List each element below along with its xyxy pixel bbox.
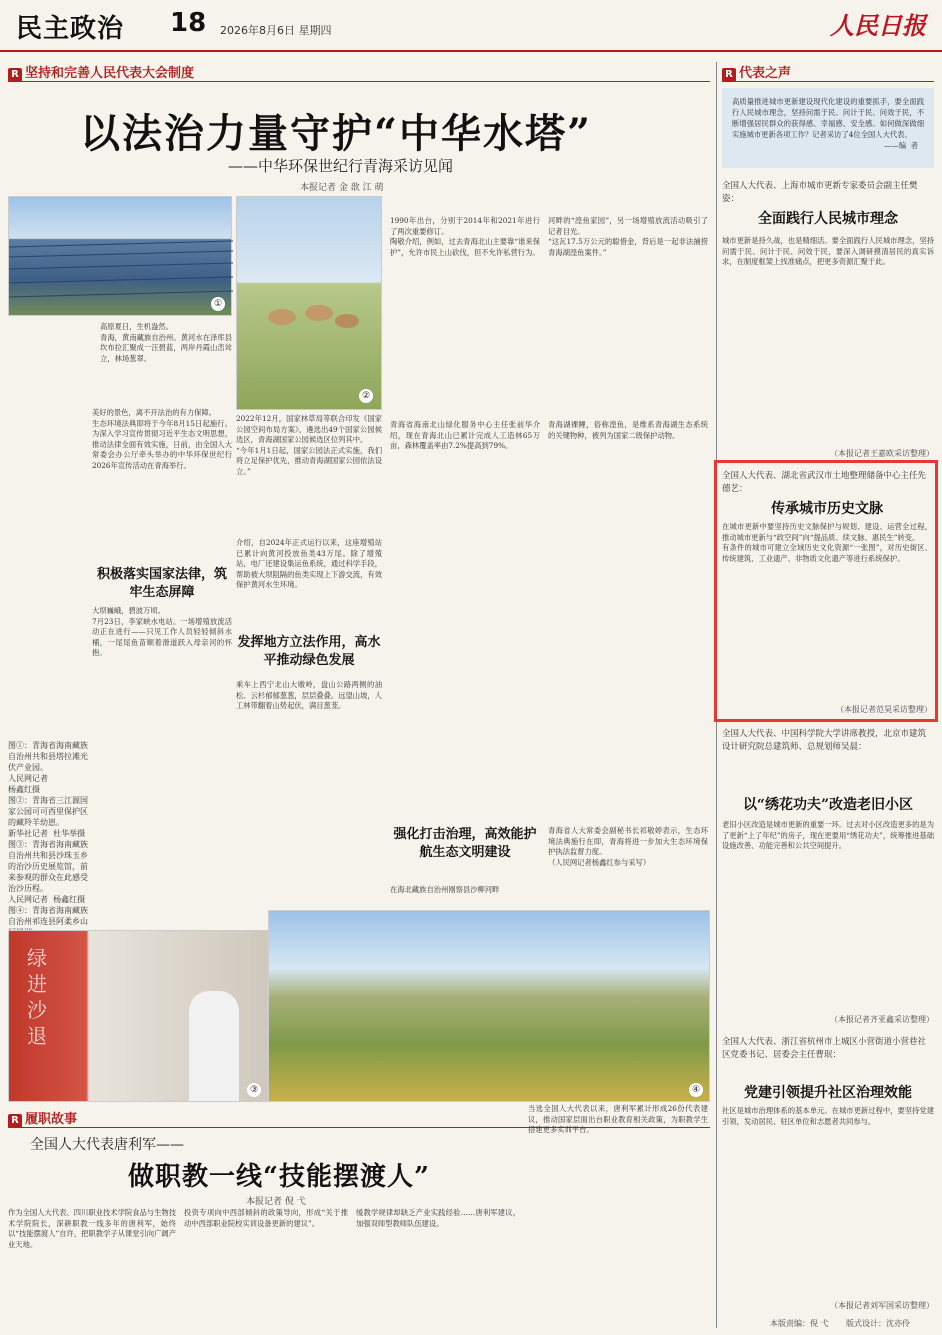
article-col3-section: 在海北藏族自治州刚察县沙柳河畔 <box>390 885 500 894</box>
visitor-figure <box>189 991 239 1101</box>
section-tag-sidebar <box>722 62 934 82</box>
bottom-byline: 本报记者 倪 弋 <box>246 1197 306 1207</box>
newspaper-logo: 人民日报 <box>830 11 926 40</box>
photo-captions: 图①：青海省海南藏族自治州共和县塔拉滩光伏产业园。 人民网记者 杨鑫红摄 图②：青海省三江源国家公园可可西里保护区的藏羚羊幼崽。 新华社记者 杜华举摄 图③：青海省海南藏族自治州共和县沙珠玉乡的治沙历史展览馆，前来参观的群众在此感受治沙历程。 人民网记者 杨鑫红摄 图④：青海省海南藏族自治州祁连县阿柔乡山 <box>8 741 88 926</box>
design-credit: 版式设计：沈亦伶 <box>846 1319 910 1328</box>
bottom-headline: 做职教一线“技能摆渡人” <box>128 1162 430 1192</box>
photo-number-1: ① <box>211 297 225 311</box>
article-col4-body: 青海湖裸鲤，俗称湟鱼，是维系青海湖生态系统的关键物种，被列为国家二级保护动物。 <box>548 420 708 440</box>
sidebar-title-4: 党建引领提升社区治理效能 <box>744 1085 912 1101</box>
tag-mark-icon: R <box>8 68 22 82</box>
bottom-kicker: 全国人大代表唐利军—— <box>30 1137 184 1153</box>
bottom-col4: 当选全国人大代表以来，唐利军累计形成26份代表建议，推动国家层面出台职业教育相关政策，为职教学生搭建更多实训平台。 <box>528 1104 708 1135</box>
sidebar-title-3: 以“绣花功夫”改造老旧小区 <box>742 797 914 813</box>
section-name: 民主政治 <box>16 14 125 44</box>
main-subtitle: ——中华环保世纪行青海采访见闻 <box>228 157 454 175</box>
main-byline: 本报记者 金 歆 江 萌 <box>300 183 384 193</box>
bottom-col2: 投资专项向中西部倾斜的政策导向，形成“关于推动中西部职业院校实训设备更新的建议”。 <box>184 1208 348 1228</box>
editor-intro-text: 高质量推进城市更新建设现代化建设的重要抓手，要全面践行人民城市理念，坚持问需于民、问计于民、问效于民，不断增强居民群众的获得感、幸福感、安全感。如何做深做细实施城市更新各项工作？记者采访了4位全国人大代表。 <box>732 97 924 139</box>
photo-antelopes <box>236 196 382 410</box>
masthead <box>0 0 942 52</box>
sidebar-body-1: 城市更新是持久战，也是精细活。要全面践行人民城市理念，坚持问需于民、问计于民、问效于民，要深入调研摸清居民的真实诉求，在制度框架上找准痛点，把更多资源汇聚于此。 <box>722 236 934 267</box>
bottom-col3: 缓教学规律却缺乏产业实践经验……唐利军建议，加强双师型教师队伍建设。 <box>356 1208 520 1228</box>
sidebar-note-3: （本报记者齐亚鑫采访整理） <box>830 1015 934 1024</box>
section-tag-main <box>8 62 710 82</box>
delegate-intro-2: 全国人大代表、湖北省武汉市土地整理储备中心主任先德艺： <box>722 471 927 494</box>
article-col2-top: 2022年12月，国家林草局等联合印发《国家公园空间布局方案》，遴选出49个国家公园候选区，青海湖国家公园候选区位列其中。 “今年1月1日起，国家公园法正式实施，我们将立足保护优先，推动青海湖国家公园依法设立。” <box>236 414 382 476</box>
bottom-col1: 作为全国人大代表、四川职业技术学院食品与生物技术学院院长，深耕职教一线多年的唐利军，始终以“技能摆渡人”自许，把职教学子从课堂引向广阔产业天地。 <box>8 1208 176 1249</box>
article-col2-mid: 介绍，自2024年正式运行以来，这座增殖站已累计向黄河投放鱼类43万尾。除了增殖站，电厂还建设集运鱼系统，通过科学手段，帮助被大坝阻隔的鱼类实现上下游交流，有效保护黄河水生环境。 <box>236 538 382 590</box>
tag-label: 代表之声 <box>739 66 792 81</box>
issue-date: 2026年8月6日 星期四 <box>220 24 332 37</box>
photo-number-3: ③ <box>247 1083 261 1097</box>
tag-label: 坚持和完善人民代表大会制度 <box>25 66 195 81</box>
photo-oasis-landscape <box>268 910 710 1102</box>
delegate-intro-3: 全国人大代表、中国科学院大学讲席教授，北京市建筑设计研究院总建筑师、总规划师吴晨： <box>722 729 927 752</box>
article-col4-end: 青海省人大常委会副秘书长祁敬婷表示，生态环境法典施行在即，青海将进一步加大生态环境保护执法监督力度。 （人民网记者杨鑫红参与采写） <box>548 826 708 867</box>
sidebar-title-2: 传承城市历史文脉 <box>771 501 883 517</box>
delegate-intro-1: 全国人大代表、上海市城市更新专家委员会副主任樊姿： <box>722 181 918 204</box>
exhibition-banner-text: 绿 进 沙 退 <box>27 946 54 1048</box>
article-col3-body: 青海省海南北山绿化服务中心主任张前华介绍，现在青海北山已累计完成人工造林65万亩，森林覆盖率由7.2%提高到79%。 <box>390 420 540 451</box>
page-number: 18 <box>170 8 207 38</box>
article-col1-body: 美好的景色，离不开法治的有力保障。 生态环境法典即将于今年8月15日起施行。为深入学习宣传贯彻习近平生态文明思想，推动法律全面有效实施，日前，由全国人大常委会办公厅牵头举办的中华环保世纪行2026年宣传活动在青海举行。 <box>92 408 232 470</box>
main-headline: 以法治力量守护“中华水塔” <box>80 110 593 157</box>
photo-number-4: ④ <box>689 1083 703 1097</box>
subheading-3: 强化打击治理，高效能护航生态文明建设 <box>393 827 537 860</box>
editor-credit: 本版责编：倪 弋 <box>770 1319 829 1328</box>
solar-panels-graphic <box>9 197 233 317</box>
photo-solar-park <box>8 196 232 316</box>
article-col1-intro: 高原夏日，生机盎然。 青海，黄南藏族自治州。黄河水在泽库县坎布拉汇聚成一汪碧蓝，两岸丹霞山峦耸立，林场葱翠。 <box>100 322 232 363</box>
tag-mark-icon: R <box>8 1114 22 1128</box>
sidebar-title-1: 全面践行人民城市理念 <box>758 211 898 227</box>
sidebar-note-1: （本报记者王嘉欧采访整理） <box>830 449 934 458</box>
article-col1-section: 大坝巍峨，碧波万顷。 7月23日，李家峡水电站。一场增殖放流活动正在进行——只见工作人员轻轻倾斜水桶，一尾尾鱼苗顺着滑道跃入母亲河的怀抱。 <box>92 606 232 658</box>
article-col4-top: 河畔的“湟鱼家园”，另一场增殖放流活动吸引了记者目光。 “这瓦17.5万公元的聪惜金，背后是一起非法捕捞青海湖湟鱼案件。” <box>548 216 708 257</box>
subheading-1: 积极落实国家法律，筑牢生态屏障 <box>96 567 227 600</box>
sidebar-body-2: 在城市更新中要坚持历史文脉保护与规划、建设、运营全过程，推动城市更新与“政空间”向“提品质、续文脉、惠民生”转变。 有条件的城市可建立全域历史文化资源“一张图”，对历史街区、传统建筑、工业遗产、非物质文化遗产等进行系统保护。 <box>722 522 932 563</box>
delegate-intro-4: 全国人大代表、浙江省杭州市上城区小营街道小营巷社区党委书记、居委会主任曹珉： <box>722 1037 927 1060</box>
editor-signature: ——编 者 <box>884 141 918 150</box>
sidebar-note-2: （本报记者范昊采访整理） <box>836 705 932 714</box>
photo-number-2: ② <box>359 389 373 403</box>
sidebar-body-4: 社区是城市治理体系的基本单元。在城市更新过程中，要坚持党建引领，发动居民、驻区单位和志愿者共同参与。 <box>722 1106 934 1126</box>
editor-intro-box <box>722 88 934 168</box>
photo-exhibition <box>8 930 268 1102</box>
article-col2-section: 乘车上西宁北山大墩岭，盘山公路两侧的油松、云杉郁郁葱葱，层层叠叠。远望山坡，人工林带翻着山势起伏，满目葱茏。 <box>236 680 382 711</box>
sidebar-note-4: （本报记者刘军国采访整理） <box>830 1301 934 1310</box>
antelope-graphic <box>237 197 383 411</box>
tag-mark-icon: R <box>722 68 736 82</box>
subheading-2: 发挥地方立法作用，高水平推动绿色发展 <box>237 635 381 668</box>
sidebar-body-3: 老旧小区改造是城市更新的重要一环。过去对小区改造更多的是为了更新“上了年纪”的房子，现在更要用“绣花功夫”，统筹推进基础设施改善、功能完善和公共空间提升。 <box>722 820 934 851</box>
tag-label: 履职故事 <box>25 1112 78 1127</box>
article-col3-top: 1990年出台，分别于2014年和2021年进行了两次重要修订。 陶敬介绍，例如，过去青海北山主要靠“谁来保护”，允许市民上山砍伐，但不允许私营行为。 <box>390 216 540 257</box>
